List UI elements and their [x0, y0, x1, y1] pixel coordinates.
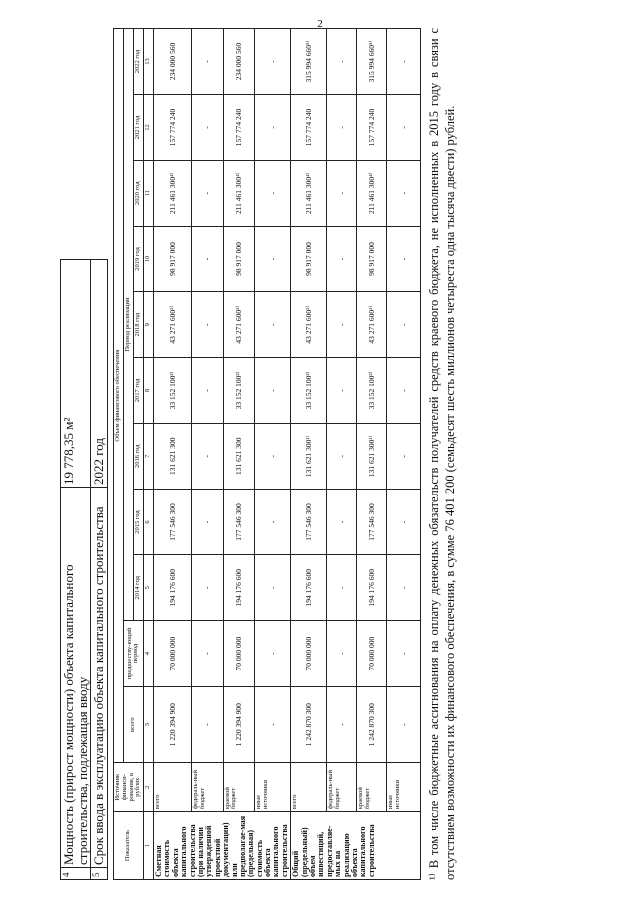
value-cell: 211 461 300⁴⁾: [291, 160, 327, 226]
table-row: [327, 29, 357, 880]
column-number: 5: [144, 555, 154, 621]
column-number: 8: [144, 358, 154, 424]
value-cell: 194 176 600: [153, 555, 191, 621]
source-cell: краевой бюджет: [223, 763, 255, 812]
summary-table: [60, 259, 108, 880]
value-cell: 98 917 000: [291, 226, 327, 292]
value-cell: -: [191, 686, 223, 762]
value-cell: 33 152 100²⁾: [357, 358, 387, 424]
value-cell: -: [255, 95, 291, 161]
value-cell: -: [255, 555, 291, 621]
value-cell: 43 271 600³⁾: [291, 292, 327, 358]
header-total: всего: [123, 686, 143, 762]
value-cell: -: [387, 489, 421, 555]
value-cell: -: [387, 423, 421, 489]
header-year: 2017 год: [134, 358, 144, 424]
column-number: 6: [144, 489, 154, 555]
summary-row: [61, 260, 91, 880]
value-cell: 177 546 300: [357, 489, 387, 555]
value-cell: 177 546 300: [223, 489, 255, 555]
value-cell: 33 152 100²⁾: [153, 358, 191, 424]
source-cell: федераль-ный бюджет: [191, 763, 223, 812]
value-cell: -: [387, 292, 421, 358]
value-cell: 98 917 000: [153, 226, 191, 292]
value-cell: -: [191, 292, 223, 358]
value-cell: -: [387, 160, 421, 226]
column-number: 13: [144, 29, 154, 95]
header-year: 2015 год: [134, 489, 144, 555]
value-cell: -: [191, 95, 223, 161]
value-cell: 33 152 100²⁾: [223, 358, 255, 424]
row-number: 4: [61, 868, 91, 880]
value-cell: 315 994 660⁵⁾: [291, 29, 327, 95]
value-cell: -: [327, 358, 357, 424]
value-cell: 43 271 600³⁾: [223, 292, 255, 358]
value-cell: -: [191, 621, 223, 687]
table-row: [357, 29, 387, 880]
value-cell: 211 461 300⁴⁾: [357, 160, 387, 226]
value-cell: -: [327, 686, 357, 762]
value-cell: 157 774 240: [357, 95, 387, 161]
table-row: [223, 29, 255, 880]
value-cell: -: [255, 160, 291, 226]
row-label: Срок ввода в эксплуатацию объекта капитального строительства: [91, 488, 108, 868]
row-label: Мощность (прирост мощности) объекта капитального строительства, подлежащая вводу: [61, 488, 91, 868]
column-number: 12: [144, 95, 154, 161]
value-cell: -: [387, 358, 421, 424]
value-cell: -: [191, 489, 223, 555]
header-indicator: Показатель: [113, 812, 143, 880]
value-cell: 33 152 100²⁾: [291, 358, 327, 424]
value-cell: 131 621 300: [223, 423, 255, 489]
value-cell: -: [191, 160, 223, 226]
value-cell: 70 000 000: [153, 621, 191, 687]
value-cell: 177 546 300: [153, 489, 191, 555]
value-cell: -: [255, 489, 291, 555]
value-cell: -: [255, 29, 291, 95]
value-cell: -: [387, 621, 421, 687]
column-number: 11: [144, 160, 154, 226]
header-year: 2018 год: [134, 292, 144, 358]
value-cell: 194 176 600: [357, 555, 387, 621]
header-year: 2021 год: [134, 95, 144, 161]
value-cell: 1 242 870 300: [357, 686, 387, 762]
value-cell: -: [327, 29, 357, 95]
column-number: 7: [144, 423, 154, 489]
value-cell: 131 621 300¹⁾: [357, 423, 387, 489]
value-cell: 70 000 000: [291, 621, 327, 687]
value-cell: -: [191, 29, 223, 95]
value-cell: 43 271 600³⁾: [153, 292, 191, 358]
column-number: 2: [144, 763, 154, 812]
header-prev: предшеству-ющий период: [123, 621, 143, 687]
value-cell: 70 000 000: [357, 621, 387, 687]
column-number: 1: [144, 812, 154, 880]
value-cell: -: [387, 95, 421, 161]
value-cell: -: [387, 226, 421, 292]
table-row: [191, 29, 223, 880]
source-cell: иные источники: [255, 763, 291, 812]
value-cell: 98 917 000: [223, 226, 255, 292]
value-cell: -: [255, 621, 291, 687]
source-cell: краевой бюджет: [357, 763, 387, 812]
value-cell: -: [191, 423, 223, 489]
header-year: 2020 год: [134, 160, 144, 226]
header-volume: Объем финансового обеспечения: [113, 29, 123, 763]
table-row: [255, 29, 291, 880]
footnote: ¹⁾ В том числе бюджетные ассигнования на оплату денежных обязательств получателей средств краевого бюджета, не исполненных в 2015 году в связи с отсутствием возможности их финансового обеспечения, в сумме 76 401 200 (семьдесят шесть миллионов четыреста одна тысяча двести) рублей.: [427, 28, 457, 880]
row-value: 19 778,35 м²: [61, 260, 91, 488]
value-cell: 234 000 560: [223, 29, 255, 95]
header-year: 2019 год: [134, 226, 144, 292]
value-cell: 1 220 394 900: [223, 686, 255, 762]
value-cell: 131 621 300¹⁾: [291, 423, 327, 489]
value-cell: -: [191, 358, 223, 424]
column-number: 10: [144, 226, 154, 292]
summary-row: [91, 260, 108, 880]
source-cell: всего: [291, 763, 327, 812]
page-number: 2: [317, 18, 323, 30]
value-cell: 177 546 300: [291, 489, 327, 555]
value-cell: -: [327, 160, 357, 226]
value-cell: -: [387, 29, 421, 95]
value-cell: 211 461 300⁴⁾: [153, 160, 191, 226]
table-row: [291, 29, 327, 880]
value-cell: -: [387, 555, 421, 621]
value-cell: -: [327, 292, 357, 358]
column-number: 4: [144, 621, 154, 687]
table-row: [153, 29, 191, 880]
source-cell: иные источники: [387, 763, 421, 812]
indicator-label: Общий (предельный) объем инвестиций, предоставляе-мых на реализацию объекта капитального строительства: [291, 812, 421, 880]
value-cell: -: [327, 423, 357, 489]
row-number: 5: [91, 868, 108, 880]
value-cell: 315 994 660⁵⁾: [357, 29, 387, 95]
table-row: [387, 29, 421, 880]
header-year: 2022 год: [134, 29, 144, 95]
column-number: 3: [144, 686, 154, 762]
header-period: Период реализации: [123, 29, 134, 621]
value-cell: -: [327, 489, 357, 555]
header-year: 2014 год: [134, 555, 144, 621]
row-value: 2022 год: [91, 260, 108, 488]
source-cell: федераль-ный бюджет: [327, 763, 357, 812]
value-cell: -: [255, 686, 291, 762]
value-cell: 157 774 240: [153, 95, 191, 161]
header-source: Источник финанси-рования, в рублях: [113, 763, 143, 812]
value-cell: -: [327, 555, 357, 621]
header-year: 2016 год: [134, 423, 144, 489]
value-cell: 98 917 000: [357, 226, 387, 292]
value-cell: 1 242 870 300: [291, 686, 327, 762]
column-number: 9: [144, 292, 154, 358]
value-cell: -: [387, 686, 421, 762]
indicator-label: Сметная стоимость объекта капитального строительства (при наличии утвержденной проектной документации) или предполагае-мая (предельная) стоимость объекта капитального строительства: [153, 812, 290, 880]
value-cell: 43 271 600³⁾: [357, 292, 387, 358]
value-cell: -: [255, 423, 291, 489]
value-cell: -: [327, 621, 357, 687]
value-cell: -: [327, 226, 357, 292]
value-cell: 131 621 300: [153, 423, 191, 489]
value-cell: 157 774 240: [291, 95, 327, 161]
value-cell: -: [327, 95, 357, 161]
value-cell: 157 774 240: [223, 95, 255, 161]
rotated-page-content: [60, 28, 602, 880]
value-cell: 194 176 600: [291, 555, 327, 621]
value-cell: -: [191, 226, 223, 292]
value-cell: -: [255, 358, 291, 424]
financing-table: [113, 28, 421, 880]
value-cell: 70 000 000: [223, 621, 255, 687]
value-cell: 211 461 300⁴⁾: [223, 160, 255, 226]
value-cell: 1 220 394 900: [153, 686, 191, 762]
value-cell: -: [191, 555, 223, 621]
value-cell: -: [255, 292, 291, 358]
value-cell: -: [255, 226, 291, 292]
value-cell: 194 176 600: [223, 555, 255, 621]
source-cell: всего: [153, 763, 191, 812]
value-cell: 234 000 560: [153, 29, 191, 95]
